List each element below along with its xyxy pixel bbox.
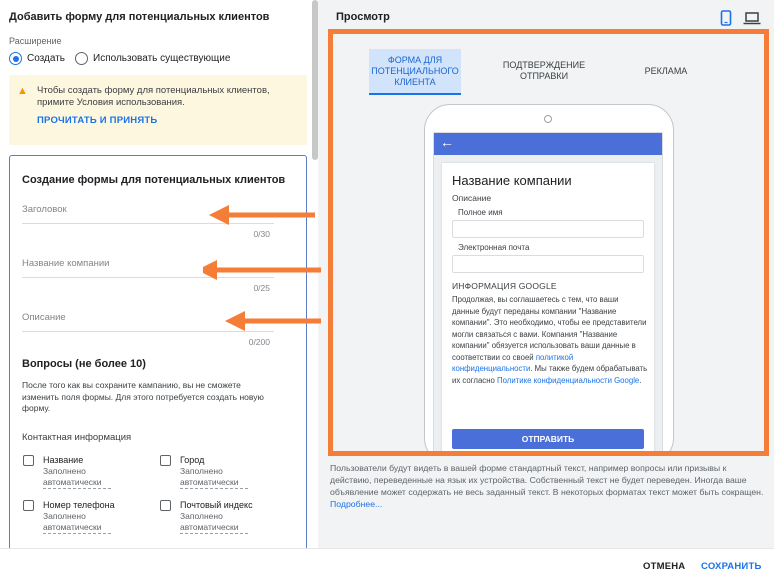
- terms-warning: [9, 75, 307, 145]
- back-arrow-icon[interactable]: ←: [440, 134, 454, 150]
- preview-company-name: Название компании: [452, 173, 572, 188]
- preview-description: Описание: [452, 193, 492, 203]
- questions-title: Вопросы (не более 10): [22, 358, 146, 370]
- preview-panel: [318, 0, 774, 548]
- app-bar: [434, 133, 662, 155]
- google-privacy-link[interactable]: Политике конфиденциальности Google: [497, 375, 640, 385]
- checkbox-label: Название: [43, 455, 84, 465]
- read-accept-link[interactable]: ПРОЧИТАТЬ И ПРИНЯТЬ: [37, 115, 158, 126]
- preview-title: Просмотр: [336, 11, 390, 23]
- autofill-note: Заполнено автоматически: [180, 511, 248, 534]
- warning-icon: ▲: [17, 85, 28, 97]
- extension-label: Расширение: [9, 36, 62, 46]
- tab-ad[interactable]: РЕКЛАМА: [644, 66, 688, 76]
- autofill-note: Заполнено автоматически: [43, 466, 111, 489]
- headline-placeholder: Заголовок: [22, 204, 67, 215]
- checkbox-box[interactable]: [23, 455, 34, 466]
- headline-counter: 0/30: [253, 229, 270, 239]
- description-placeholder: Описание: [22, 312, 66, 323]
- tab-submit-confirmation[interactable]: ПОДТВЕРЖДЕНИЕ ОТПРАВКИ: [502, 60, 586, 81]
- checkbox-label: Город: [180, 455, 205, 465]
- preview-highlight-box: [328, 29, 769, 456]
- form-section-title: Создание формы для потенциальных клиентов: [22, 174, 286, 186]
- tab-lead-form[interactable]: ФОРМА ДЛЯ ПОТЕНЦИАЛЬНОГО КЛИЕНТА: [369, 49, 461, 95]
- lead-form-preview: [442, 163, 654, 456]
- phone-icon[interactable]: [720, 10, 732, 26]
- company-privacy-link[interactable]: политикой конфиденциальности: [452, 352, 574, 373]
- phone-camera: [544, 115, 552, 123]
- email-input[interactable]: [452, 255, 644, 273]
- radio-existing-label[interactable]: Использовать существующие: [93, 53, 231, 64]
- submit-button[interactable]: ОТПРАВИТЬ: [452, 429, 644, 449]
- extension-radio-group: [9, 52, 230, 65]
- checkbox-name[interactable]: [23, 454, 111, 490]
- footer-bar: [0, 548, 774, 580]
- checkbox-postal-code[interactable]: [160, 499, 253, 535]
- autofill-note: Заполнено автоматически: [43, 511, 111, 534]
- contact-info-label: Контактная информация: [22, 432, 132, 443]
- translation-disclaimer: Пользователи будут видеть в вашей форме стандартный текст, например вопросы или призывы к действию, переведенные на язык их устройства. Собственный текст не будет переведен. Иногда ваше объявление может содержать не весь заданный текст. В некоторых форматах текст может быть сокращен. Подробнее...: [330, 463, 764, 509]
- checkbox-box[interactable]: [160, 500, 171, 511]
- company-name-counter: 0/25: [253, 283, 270, 293]
- screen-body: [434, 155, 662, 456]
- learn-more-link[interactable]: Подробнее...: [330, 499, 383, 509]
- google-info-text: Продолжая, вы соглашаетесь с тем, что ваши данные будут переданы компании "Название компании". Это необходимо, чтобы ее представители могли связаться с вами. Компания "Название компании" обязуется использовать ваши данные в соответствии со своей политикой конфиденциальности. Мы также будем обрабатывать их согласно Политике конфиденциальности Google.: [452, 295, 648, 385]
- cancel-button[interactable]: ОТМЕНА: [643, 561, 686, 572]
- radio-create[interactable]: [9, 52, 22, 65]
- autofill-note: Заполнено автоматически: [180, 466, 248, 489]
- description-counter: 0/200: [248, 337, 270, 347]
- google-info-title: ИНФОРМАЦИЯ GOOGLE: [452, 281, 557, 291]
- annotation-arrows: [203, 203, 321, 338]
- radio-existing[interactable]: [75, 52, 88, 65]
- laptop-icon[interactable]: [743, 12, 761, 25]
- full-name-input[interactable]: [452, 220, 644, 238]
- checkbox-box[interactable]: [160, 455, 171, 466]
- checkbox-box[interactable]: [23, 500, 34, 511]
- checkbox-city[interactable]: [160, 454, 248, 490]
- checkbox-label: Номер телефона: [43, 500, 115, 510]
- questions-note: После того как вы сохраните кампанию, вы не сможете изменить поля формы. Для этого потребуется создать новую форму.: [22, 380, 264, 413]
- phone-screen: [433, 132, 663, 456]
- checkbox-phone[interactable]: [23, 499, 115, 535]
- phone-mockup: [424, 104, 674, 456]
- panel-title: Добавить форму для потенциальных клиентов: [9, 11, 270, 23]
- radio-create-label[interactable]: Создать: [27, 53, 66, 64]
- full-name-label: Полное имя: [458, 208, 503, 217]
- checkbox-label: Почтовый индекс: [180, 500, 253, 510]
- company-name-placeholder: Название компании: [22, 258, 110, 269]
- warning-text: Чтобы создать форму для потенциальных клиентов, примите Условия использования.: [37, 85, 270, 108]
- email-label: Электронная почта: [458, 243, 530, 252]
- save-button[interactable]: СОХРАНИТЬ: [701, 561, 762, 572]
